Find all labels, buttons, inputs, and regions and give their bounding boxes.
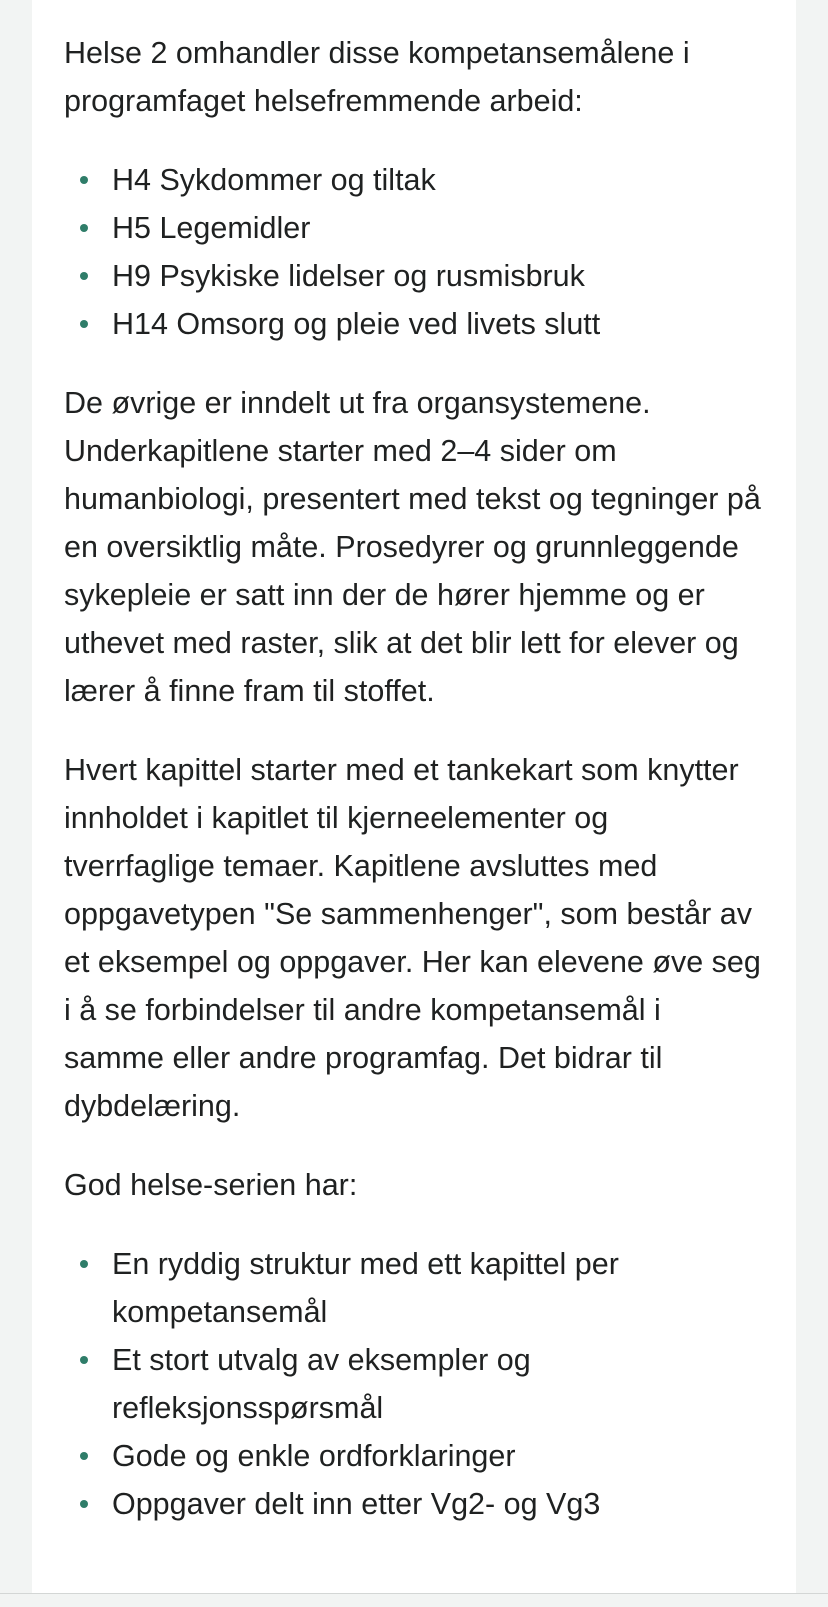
list-item xyxy=(64,252,764,300)
bullet-icon xyxy=(80,320,88,328)
list-item-text: H14 Omsorg og pleie ved livets slutt xyxy=(112,307,601,341)
list-item-text: H4 Sykdommer og tiltak xyxy=(112,163,436,197)
list-item-text: H5 Legemidler xyxy=(112,211,311,245)
bullet-icon xyxy=(80,1452,88,1460)
list-item-text: Gode og enkle ordforklaringer xyxy=(112,1439,516,1473)
list-item-text: En ryddig struktur med ett kapittel per kompetansemål xyxy=(112,1247,619,1329)
bullet-icon xyxy=(80,1356,88,1364)
list-item xyxy=(64,1480,764,1528)
list-item-text: H9 Psykiske lidelser og rusmisbruk xyxy=(112,259,585,293)
list-item xyxy=(64,156,764,204)
bullet-icon xyxy=(80,1500,88,1508)
list-item-text: Oppgaver delt inn etter Vg2- og Vg3 xyxy=(112,1487,601,1521)
bullet-icon xyxy=(80,272,88,280)
competence-goals-list xyxy=(64,156,764,348)
list-item xyxy=(64,204,764,252)
article-card xyxy=(32,0,796,1593)
list-item xyxy=(64,1336,764,1432)
list-item xyxy=(64,300,764,348)
chapters-paragraph: Hvert kapittel starter med et tankekart som knytter innholdet i kapitlet til kjerneelementer og tverrfaglige temaer. Kapitlene avsluttes med oppgavetypen "Se sammenhenger", som består av et eksempel og oppgaver. Her kan elevene øve seg i å se forbindelser til andre kompetansemål i samme eller andre programfag. Det bidrar til dybdelæring. xyxy=(64,753,761,1123)
bullet-icon xyxy=(80,176,88,184)
series-features-list xyxy=(64,1240,764,1528)
series-intro-paragraph: God helse-serien har: xyxy=(64,1168,358,1202)
list-item-text: Et stort utvalg av eksempler og refleksjonsspørsmål xyxy=(112,1343,531,1425)
bullet-icon xyxy=(80,1260,88,1268)
intro-paragraph: Helse 2 omhandler disse kompetansemålene i programfaget helsefremmende arbeid: xyxy=(64,36,690,118)
structure-paragraph: De øvrige er inndelt ut fra organsystemene. Underkapitlene starter med 2–4 sider om humanbiologi, presentert med tekst og tegninger på en oversiktlig måte. Prosedyrer og grunnleggende sykepleie er satt inn der de hører hjemme og er uthevet med raster, slik at det blir lett for elever og lærer å finne fram til stoffet. xyxy=(64,386,761,708)
bottom-divider xyxy=(0,1593,828,1594)
list-item xyxy=(64,1240,764,1336)
list-item xyxy=(64,1432,764,1480)
bullet-icon xyxy=(80,224,88,232)
